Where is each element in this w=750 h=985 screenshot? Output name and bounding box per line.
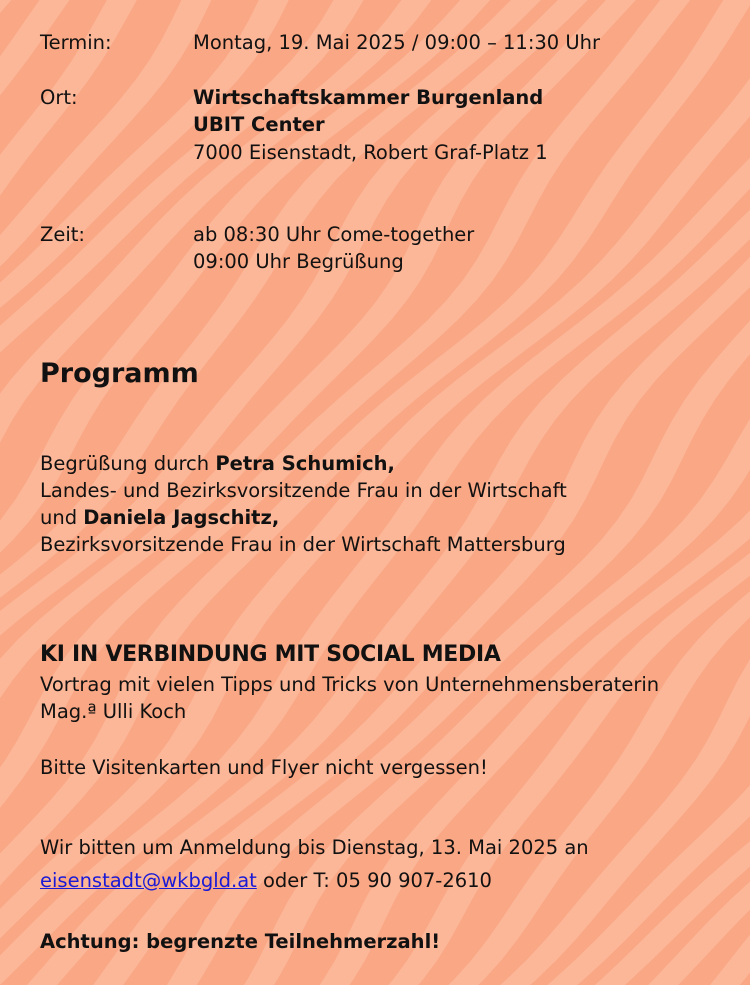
speaker-2-line bbox=[40, 504, 279, 531]
zeit-label: Zeit: bbox=[40, 223, 85, 246]
welcome-line bbox=[40, 450, 395, 477]
program-heading: Programm bbox=[40, 358, 199, 389]
speaker-1-name: Petra Schumich, bbox=[215, 452, 395, 475]
email-link[interactable]: eisenstadt@wkbgld.at bbox=[40, 869, 257, 892]
zeit-come-together: ab 08:30 Uhr Come-together bbox=[193, 223, 475, 246]
ort-venue: Wirtschaftskammer Burgenland bbox=[193, 86, 544, 109]
contact-line bbox=[40, 867, 492, 894]
ort-address: 7000 Eisenstadt, Robert Graf-Platz 1 bbox=[193, 141, 548, 164]
zeit-welcome: 09:00 Uhr Begrüßung bbox=[193, 250, 404, 273]
speaker-1-role: Landes- und Bezirksvorsitzende Frau in der Wirtschaft bbox=[40, 479, 567, 502]
capacity-notice: Achtung: begrenzte Teilnehmerzahl! bbox=[40, 930, 441, 953]
welcome-prefix: Begrüßung durch bbox=[40, 452, 216, 475]
talk-title: KI IN VERBINDUNG MIT SOCIAL MEDIA bbox=[40, 642, 501, 667]
registration-deadline: Wir bitten um Anmeldung bis Dienstag, 13. Mai 2025 an bbox=[40, 836, 589, 859]
talk-description: Vortrag mit vielen Tipps und Tricks von Unternehmensberaterin bbox=[40, 673, 660, 696]
ort-label: Ort: bbox=[40, 86, 78, 109]
termin-value: Montag, 19. Mai 2025 / 09:00 – 11:30 Uhr bbox=[193, 31, 601, 54]
and-prefix: und bbox=[40, 506, 84, 529]
reminder-text: Bitte Visitenkarten und Flyer nicht vergessen! bbox=[40, 756, 488, 779]
speaker-2-role: Bezirksvorsitzende Frau in der Wirtschaft Mattersburg bbox=[40, 533, 566, 556]
talk-speaker: Mag.ª Ulli Koch bbox=[40, 700, 187, 723]
termin-label: Termin: bbox=[40, 31, 112, 54]
phone-text: oder T: 05 90 907-2610 bbox=[256, 869, 492, 892]
ort-center: UBIT Center bbox=[193, 113, 325, 136]
speaker-2-name: Daniela Jagschitz, bbox=[83, 506, 280, 529]
